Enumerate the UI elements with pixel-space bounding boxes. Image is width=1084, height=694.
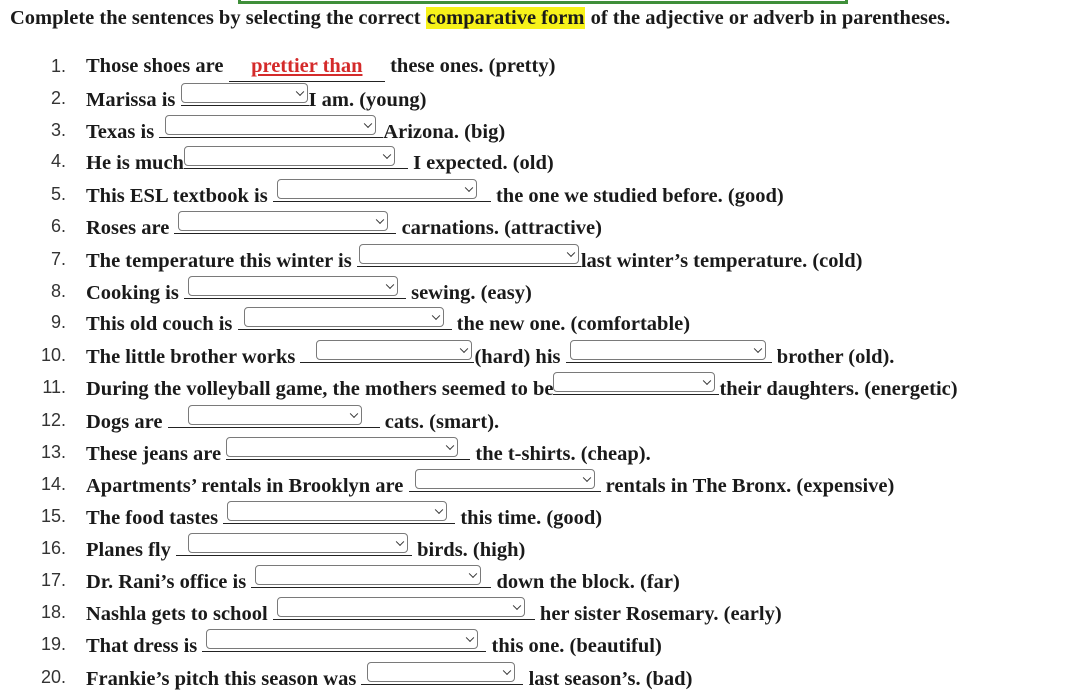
sentence-fragment: down the block. (far) xyxy=(491,571,680,593)
sentence-fragment: birds. (high) xyxy=(411,539,526,561)
question-number: 2. xyxy=(50,88,66,108)
sentence-fragment: The food tastes xyxy=(86,507,224,529)
question-number: 10. xyxy=(40,345,66,365)
question-number: 6. xyxy=(50,216,66,236)
answer-dropdown[interactable] xyxy=(359,244,579,264)
question-text xyxy=(86,469,894,501)
question-number: 4. xyxy=(50,151,66,171)
sentence-fragment: the new one. (comfortable) xyxy=(451,313,691,335)
instructions-highlight: comparative form xyxy=(426,7,585,29)
answer-blank xyxy=(181,83,309,106)
sentence-fragment: Roses are xyxy=(86,217,175,239)
sentence-fragment: the one we studied before. (good) xyxy=(490,185,784,207)
chevron-down-icon xyxy=(513,602,521,610)
answer-dropdown[interactable] xyxy=(181,83,308,103)
sentence-fragment: Apartments’ rentals in Brooklyn are xyxy=(86,475,409,497)
selected-answer: prettier than xyxy=(251,55,363,77)
chevron-down-icon xyxy=(364,120,372,128)
instructions-after: of the adjective or adverb in parentheses. xyxy=(585,7,951,29)
sentence-fragment: carnations. (attractive) xyxy=(396,217,602,239)
question-text xyxy=(86,629,662,661)
question-number: 1. xyxy=(50,56,66,76)
answer-blank xyxy=(202,629,486,652)
question-text xyxy=(86,276,532,308)
chevron-down-icon xyxy=(295,88,303,96)
answer-blank xyxy=(184,146,408,169)
instructions xyxy=(10,7,950,30)
answer-dropdown[interactable] xyxy=(188,405,362,425)
answer-blank xyxy=(168,405,380,428)
question-number: 20. xyxy=(40,667,66,687)
question-number: 5. xyxy=(50,184,66,204)
answer-dropdown[interactable] xyxy=(244,307,444,327)
sentence-fragment: these ones. (pretty) xyxy=(384,55,556,77)
chevron-down-icon xyxy=(431,312,439,320)
answer-blank xyxy=(553,372,719,395)
question-text xyxy=(86,405,499,437)
question-text xyxy=(86,372,958,404)
chevron-down-icon xyxy=(503,667,511,675)
question-number: 15. xyxy=(40,506,66,526)
sentence-fragment: Nashla gets to school xyxy=(86,603,273,625)
answer-dropdown[interactable] xyxy=(553,372,715,392)
answer-dropdown[interactable] xyxy=(188,533,408,553)
chevron-down-icon xyxy=(465,184,473,192)
answer-blank xyxy=(184,276,406,299)
sentence-fragment: sewing. (easy) xyxy=(405,282,532,304)
question-number: 19. xyxy=(40,634,66,654)
answer-dropdown[interactable] xyxy=(415,469,595,489)
sentence-fragment: their daughters. (energetic) xyxy=(719,378,958,400)
answer-blank xyxy=(357,244,581,267)
answer-dropdown[interactable] xyxy=(316,340,472,360)
chevron-down-icon xyxy=(386,281,394,289)
sentence-fragment: this one. (beautiful) xyxy=(486,635,662,657)
question-number: 17. xyxy=(40,570,66,590)
sentence-fragment: cats. (smart). xyxy=(379,411,500,433)
sentence-fragment: I expected. (old) xyxy=(407,152,554,174)
chevron-down-icon xyxy=(753,345,761,353)
answer-blank xyxy=(229,51,385,82)
answer-dropdown[interactable] xyxy=(165,115,376,135)
question-text xyxy=(86,662,692,694)
chevron-down-icon xyxy=(582,474,590,482)
chevron-down-icon xyxy=(460,345,468,353)
sentence-fragment: Cooking is xyxy=(86,282,184,304)
sentence-fragment: Frankie’s pitch this season was xyxy=(86,668,362,690)
instructions-before: Complete the sentences by selecting the correct xyxy=(10,7,426,29)
sentence-fragment: Dr. Rani’s office is xyxy=(86,571,252,593)
sentence-fragment: This ESL textbook is xyxy=(86,185,273,207)
question-text xyxy=(86,146,554,178)
sentence-fragment: Marissa is xyxy=(86,89,181,111)
sentence-fragment: Those shoes are xyxy=(86,55,229,77)
header-frame xyxy=(238,0,848,4)
answer-blank xyxy=(226,437,470,460)
sentence-fragment: Texas is xyxy=(86,121,160,143)
answer-dropdown[interactable] xyxy=(227,501,447,521)
answer-dropdown[interactable] xyxy=(277,597,525,617)
chevron-down-icon xyxy=(567,249,575,257)
sentence-fragment: I am. (young) xyxy=(308,89,427,111)
sentence-fragment: (hard) his xyxy=(474,346,566,368)
sentence-fragment: brother (old). xyxy=(771,346,895,368)
sentence-fragment: During the volleyball game, the mothers seemed to be xyxy=(86,378,554,400)
sentence-fragment: her sister Rosemary. (early) xyxy=(534,603,782,625)
sentence-fragment: He is much xyxy=(86,152,184,174)
chevron-down-icon xyxy=(703,377,711,385)
question-text xyxy=(86,340,894,372)
sentence-fragment: The temperature this winter is xyxy=(86,250,357,272)
sentence-fragment: last winter’s temperature. (cold) xyxy=(580,250,863,272)
chevron-down-icon xyxy=(469,570,477,578)
answer-blank xyxy=(238,307,452,330)
sentence-fragment: Arizona. (big) xyxy=(383,121,506,143)
question-text xyxy=(86,565,680,597)
question-number: 7. xyxy=(50,249,66,269)
sentence-fragment: Dogs are xyxy=(86,411,168,433)
answer-dropdown[interactable] xyxy=(206,629,478,649)
answer-blank xyxy=(566,340,772,363)
answer-blank xyxy=(176,533,412,556)
sentence-fragment: That dress is xyxy=(86,635,203,657)
question-text xyxy=(86,211,602,243)
answer-blank xyxy=(300,340,474,363)
question-number: 13. xyxy=(40,442,66,462)
answer-dropdown[interactable] xyxy=(178,211,388,231)
answer-blank xyxy=(174,211,396,234)
sentence-fragment: These jeans are xyxy=(86,443,227,465)
question-text xyxy=(86,244,862,276)
question-text xyxy=(86,501,602,533)
question-text xyxy=(86,83,426,115)
chevron-down-icon xyxy=(466,634,474,642)
question-text xyxy=(86,533,525,565)
answer-blank xyxy=(273,179,491,202)
answer-blank xyxy=(409,469,601,492)
sentence-fragment: the t-shirts. (cheap). xyxy=(470,443,651,465)
answer-blank xyxy=(159,115,383,138)
answer-dropdown[interactable] xyxy=(367,662,515,682)
chevron-down-icon xyxy=(349,410,357,418)
blank-padding xyxy=(231,55,252,77)
answer-dropdown[interactable] xyxy=(570,340,766,360)
question-text xyxy=(86,437,651,469)
question-number: 16. xyxy=(40,538,66,558)
answer-blank xyxy=(361,662,523,685)
answer-blank xyxy=(251,565,491,588)
sentence-fragment: this time. (good) xyxy=(455,507,603,529)
sentence-fragment: Planes fly xyxy=(86,539,176,561)
question-number: 14. xyxy=(40,474,66,494)
question-text xyxy=(86,597,782,629)
question-number: 3. xyxy=(50,120,66,140)
answer-blank xyxy=(223,501,455,524)
answer-dropdown[interactable] xyxy=(255,565,481,585)
question-text xyxy=(86,51,555,82)
answer-blank xyxy=(273,597,535,620)
question-number: 11. xyxy=(42,377,66,397)
question-number: 12. xyxy=(40,410,66,430)
answer-dropdown[interactable] xyxy=(184,146,395,166)
question-text xyxy=(86,179,784,211)
answer-dropdown[interactable] xyxy=(188,276,398,296)
answer-dropdown[interactable] xyxy=(277,179,477,199)
question-number: 18. xyxy=(40,602,66,622)
question-number: 9. xyxy=(50,312,66,332)
sentence-fragment: This old couch is xyxy=(86,313,238,335)
question-text xyxy=(86,115,505,147)
chevron-down-icon xyxy=(446,442,454,450)
chevron-down-icon xyxy=(396,538,404,546)
question-number: 8. xyxy=(50,281,66,301)
sentence-fragment: The little brother works xyxy=(86,346,301,368)
answer-dropdown[interactable] xyxy=(226,437,458,457)
chevron-down-icon xyxy=(435,506,443,514)
sentence-fragment: last season’s. (bad) xyxy=(523,668,693,690)
question-text xyxy=(86,307,690,339)
blank-padding xyxy=(362,55,383,77)
chevron-down-icon xyxy=(376,216,384,224)
chevron-down-icon xyxy=(383,151,391,159)
sentence-fragment: rentals in The Bronx. (expensive) xyxy=(600,475,895,497)
